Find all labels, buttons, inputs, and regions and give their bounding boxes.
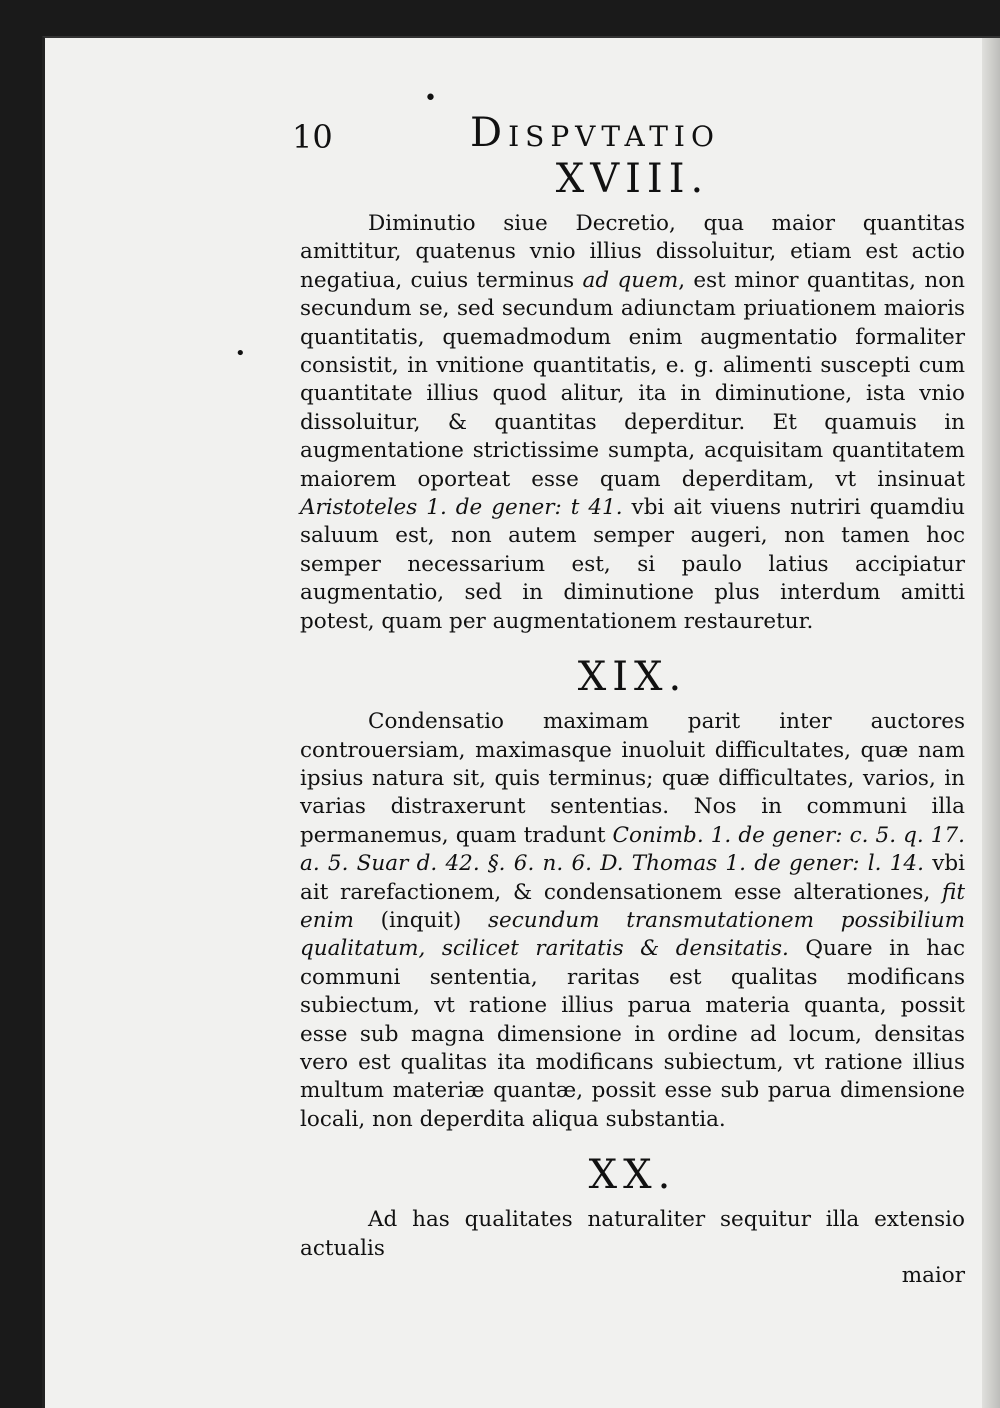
text-run: Condensatio maximam parit inter auctores controuersiam, maximasque inuoluit difficultates, quæ nam ipsius natura sit, quis terminus; quæ difficultates, varios, in varias distraxerunt sententias. Nos in communi illa permanemus, quam tradunt bbox=[300, 709, 965, 848]
italic-text: ad quem bbox=[582, 267, 679, 293]
running-head bbox=[292, 86, 965, 156]
italic-text: secundum transmutationem possibilium qualitatum, scilicet raritatis & densitatis. bbox=[300, 907, 965, 962]
book-page bbox=[42, 36, 1000, 1408]
text-run: vbi ait viuens nutriri quamdiu saluum est, non autem semper augeri, non tamen hoc semper necessarium est, si paulo latius accipiatur augmentatio, sed in diminutione plus interdum amitti potest, quam per augmentationem restauretur. bbox=[300, 495, 965, 634]
italic-text: Conimb. 1. de gener: c. 5. q. 17. a. 5. Suar d. 42. §. 6. n. 6. D. Thomas 1. de gener: l. 14. bbox=[300, 822, 965, 877]
sections bbox=[300, 156, 965, 1263]
text-run: vbi ait rarefactionem, & condensationem esse alterationes, bbox=[300, 851, 965, 905]
text-run: Ad has qualitates naturaliter sequitur illa extensio actualis bbox=[300, 1207, 965, 1261]
text-run: (inquit) bbox=[353, 907, 488, 933]
page-edge-shadow bbox=[982, 38, 1000, 1408]
italic-text: fit enim bbox=[300, 879, 965, 933]
section-number: XX. bbox=[588, 1152, 677, 1199]
margin-dot: • bbox=[235, 343, 246, 364]
catchword: maior bbox=[901, 1263, 965, 1288]
text-run: Diminutio siue Decretio, qua maior quantitas amittitur, quatenus vnio illius dissoluitur, etiam est actio negatiua, cuius terminus bbox=[300, 211, 965, 293]
text-run: Quare in hac communi sententia, raritas est qualitas modificans subiectum, vt ratione illius parua materia quanta, possit esse sub magna dimensione in ordine ad locum, densitas vero est qualitas ita modificans subiectum, vt ratione illius multum materiæ quantæ, possit esse sub parua dimensione locali, non deperdita aliqua substantia. bbox=[300, 936, 965, 1132]
page-content bbox=[292, 86, 965, 1289]
text-run: , est minor quantitas, non secundum se, sed secundum adiunctam priuationem maioris quantitatis, quemadmodum enim augmentatio formaliter consistit, in vnitione quantitatis, e. g. alimenti suscepti cum quantitate illius quod alitur, ita in diminutione, ista vnio dissoluitur, & quantitas deperditur. Et quamuis in augmentatione strictissime sumpta, acquisitam quantitatem maiorem oporteat esse quam deperditam, vt insinuat bbox=[300, 267, 965, 492]
ink-mark: • bbox=[424, 86, 437, 111]
section-paragraph bbox=[300, 708, 965, 1134]
italic-text: Aristoteles 1. de gener: t 41. bbox=[300, 495, 623, 521]
page-number: 10 bbox=[292, 118, 333, 156]
running-title: Dispvtatio bbox=[470, 110, 720, 156]
section-paragraph bbox=[300, 1206, 965, 1263]
section-paragraph bbox=[300, 210, 965, 636]
section-number: XIX. bbox=[577, 654, 688, 701]
section-number: XVIII. bbox=[555, 156, 710, 202]
